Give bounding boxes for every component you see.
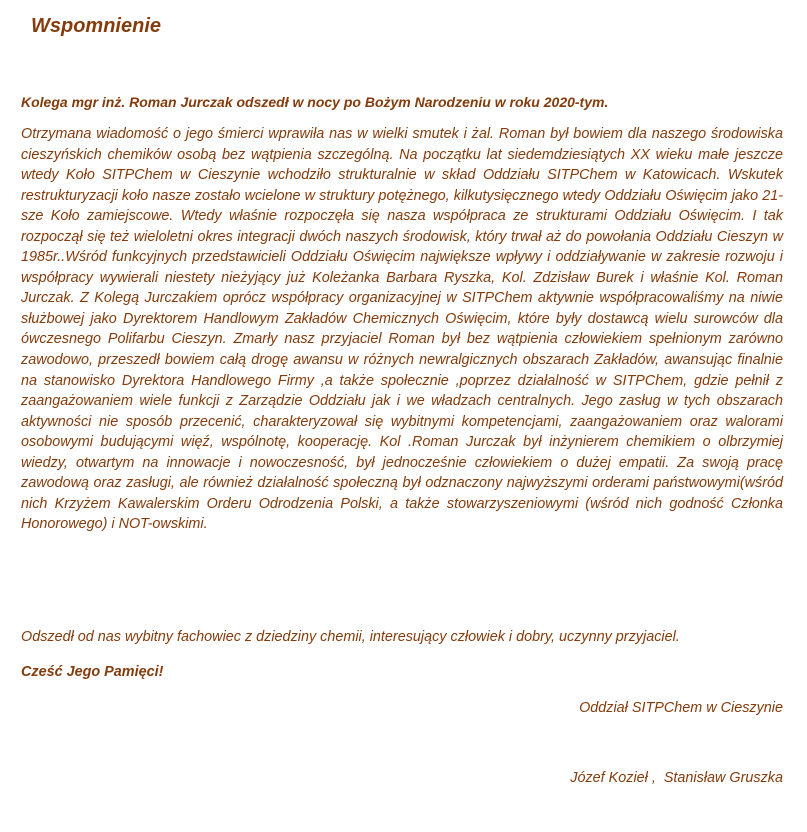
signers-names: Józef Kozieł , Stanisław Gruszka	[570, 770, 783, 786]
memorial-headline: Kolega mgr inż. Roman Jurczak odszedł w nocy po Bożym Narodzeniu w roku 2020-tym.	[21, 94, 609, 110]
branch-signature: Oddział SITPChem w Cieszynie	[579, 700, 783, 716]
page-title: Wspomnienie	[31, 15, 162, 37]
farewell-sentence: Odszedł od nas wybitny fachowiec z dziedziny chemii, interesujący człowiek i dobry, uczynny przyjaciel.	[21, 629, 680, 645]
memorial-body: Otrzymana wiadomość o jego śmierci wprawiła nas w wielki smutek i żal. Roman był bowiem dla naszego środowiska cieszyńskich chemików osobą bez wątpienia szczególną. Na początku lat siedemdziesiątych XX wieku małe jeszcze wtedy Koło SITPChem w Cieszynie wchodziło strukturalnie w skład Oddziału SITPChem w Katowicach. Wskutek restrukturyzacji koło nasze zostało wcielone w struktury potężnego, kilkutysięcznego wtedy Oddziału Oświęcim jako 21-sze Koło zamiejscowe. Wtedy właśnie rozpoczęła się nasza współpraca ze strukturami Oddziału Oświęcim. I tak rozpoczął się też wieloletni okres integracji dwóch naszych środowisk, który trwał aż do powołania Oddziału Cieszyn w 1985r..Wśród funkcyjnych przedstawicieli Oddziału Oświęcim największe wpływy i oddziaływanie w zakresie rozwoju i współpracy wywierali niestety nieżyjący już Koleżanka Barbara Ryszka, Kol. Zdzisław Burek i właśnie Kol. Roman Jurczak. Z Kolegą Jurczakiem oprócz współpracy organizacyjnej w SITPChem aktywnie współpracowaliśmy na niwie służbowej jako Dyrektorem Handlowym Zakładów Chemicznych Oświęcim, które były dostawcą wielu surowców dla ówczesnego Polifarbu Cieszyn. Zmarły nasz przyjaciel Roman był bez wątpienia człowiekiem spełnionym zarówno zawodowo, przeszedł bowiem całą drogę awansu w różnych newralgicznych obszarach Zakładów, awansując finalnie na stanowisko Dyrektora Handlowego Firmy ,a także społecznie ,poprzez działalność w SITPChem, gdzie pełnił z zaangażowaniem wiele funkcji z Zarządzie Oddziału jak i we władzach centralnych. Jego zasług w tych obszarach aktywności nie sposób przecenić, charakteryzował się wybitnymi kompetencjami, zaangażowaniem oraz walorami osobowymi budującymi więź, wspólnotę, kooperację. Kol .Roman Jurczak był inżynierem chemikiem o olbrzymiej wiedzy, otwartym na innowacje i nowoczesność, był jednocześnie człowiekiem o dużej empatii. Za swoją pracę zawodową oraz zasługi, ale również działalność społeczną był odznaczony najwyższymi orderami państwowymi(wśród nich Krzyżem Kawalerskim Orderu Odrodzenia Polski, a także stowarzyszeniowymi (wśród nich godność Członka Honorowego) i NOT-owskimi.	[21, 126, 783, 533]
honor-line: Cześć Jego Pamięci!	[21, 664, 164, 680]
